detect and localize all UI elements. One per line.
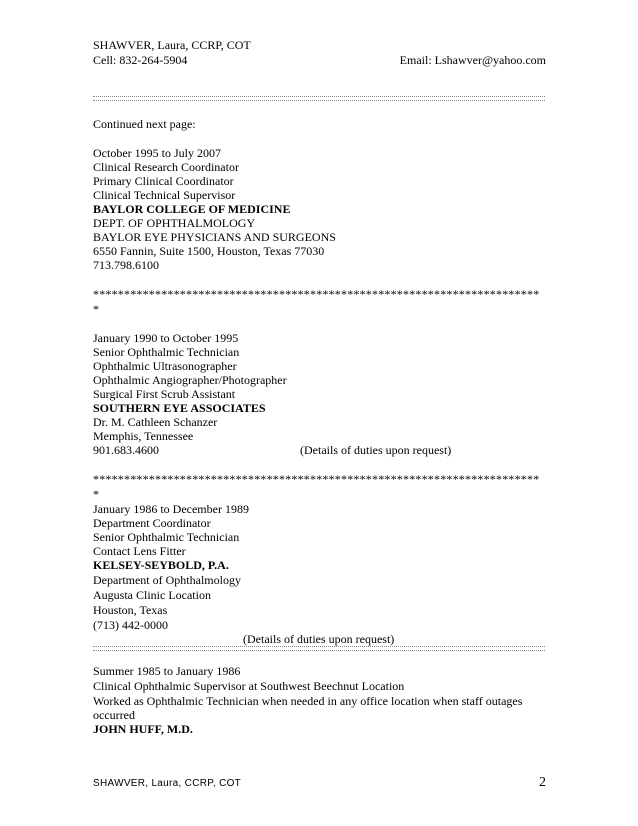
entry-note: (Details of duties upon request) bbox=[243, 632, 395, 646]
entry-title: Senior Ophthalmic Technician bbox=[93, 530, 240, 544]
stars-separator: ************************************************************************ bbox=[93, 287, 540, 301]
entry-detail: Department of Ophthalmology bbox=[93, 573, 241, 587]
entry-title: Department Coordinator bbox=[93, 516, 211, 530]
entry-title: Clinical Technical Supervisor bbox=[93, 188, 236, 202]
entry-title: Clinical Ophthalmic Supervisor at Southwest Beechnut Location bbox=[93, 679, 405, 693]
entry-dates: January 1986 to December 1989 bbox=[93, 502, 249, 516]
entry-employer: KELSEY-SEYBOLD, P.A. bbox=[93, 558, 229, 572]
page-footer-text: SHAWVER, Laura, CCRP, COT bbox=[93, 778, 242, 789]
entry-title: Primary Clinical Coordinator bbox=[93, 174, 234, 188]
header-name: SHAWVER, Laura, CCRP, COT bbox=[93, 38, 251, 52]
section-divider bbox=[93, 646, 545, 651]
entry-detail: (713) 442-0000 bbox=[93, 618, 168, 632]
entry-title: Surgical First Scrub Assistant bbox=[93, 387, 236, 401]
entry-dates: October 1995 to July 2007 bbox=[93, 146, 221, 160]
entry-detail: Memphis, Tennessee bbox=[93, 429, 194, 443]
entry-detail: 901.683.4600 bbox=[93, 443, 159, 457]
entry-detail: Dr. M. Cathleen Schanzer bbox=[93, 415, 218, 429]
continued-note: Continued next page: bbox=[93, 117, 196, 131]
entry-title: Clinical Research Coordinator bbox=[93, 160, 239, 174]
entry-title: Senior Ophthalmic Technician bbox=[93, 345, 240, 359]
page-number: 2 bbox=[539, 775, 546, 790]
entry-title: Ophthalmic Angiographer/Photographer bbox=[93, 373, 287, 387]
entry-employer: JOHN HUFF, M.D. bbox=[93, 722, 193, 736]
entry-detail: DEPT. OF OPHTHALMOLOGY bbox=[93, 216, 256, 230]
entry-dates: Summer 1985 to January 1986 bbox=[93, 664, 241, 678]
header-cell: Cell: 832-264-5904 bbox=[93, 53, 188, 67]
header-email: Email: Lshawver@yahoo.com bbox=[399, 53, 546, 67]
entry-employer: BAYLOR COLLEGE OF MEDICINE bbox=[93, 202, 291, 216]
header-divider bbox=[93, 96, 545, 101]
entry-employer: SOUTHERN EYE ASSOCIATES bbox=[93, 401, 266, 415]
entry-title: Worked as Ophthalmic Technician when needed in any office location when staff outages bbox=[93, 694, 523, 708]
entry-title: Ophthalmic Ultrasonographer bbox=[93, 359, 237, 373]
entry-detail: BAYLOR EYE PHYSICIANS AND SURGEONS bbox=[93, 230, 336, 244]
stars-separator-tail: * bbox=[93, 487, 100, 501]
entry-detail: Houston, Texas bbox=[93, 603, 168, 617]
entry-detail: Augusta Clinic Location bbox=[93, 588, 211, 602]
entry-note: (Details of duties upon request) bbox=[300, 443, 452, 457]
entry-detail: 6550 Fannin, Suite 1500, Houston, Texas 77030 bbox=[93, 244, 325, 258]
entry-dates: January 1990 to October 1995 bbox=[93, 331, 239, 345]
stars-separator: ************************************************************************ bbox=[93, 472, 540, 486]
entry-detail: 713.798.6100 bbox=[93, 258, 159, 272]
stars-separator-tail: * bbox=[93, 302, 100, 316]
entry-title: occurred bbox=[93, 708, 135, 722]
entry-title: Contact Lens Fitter bbox=[93, 544, 186, 558]
